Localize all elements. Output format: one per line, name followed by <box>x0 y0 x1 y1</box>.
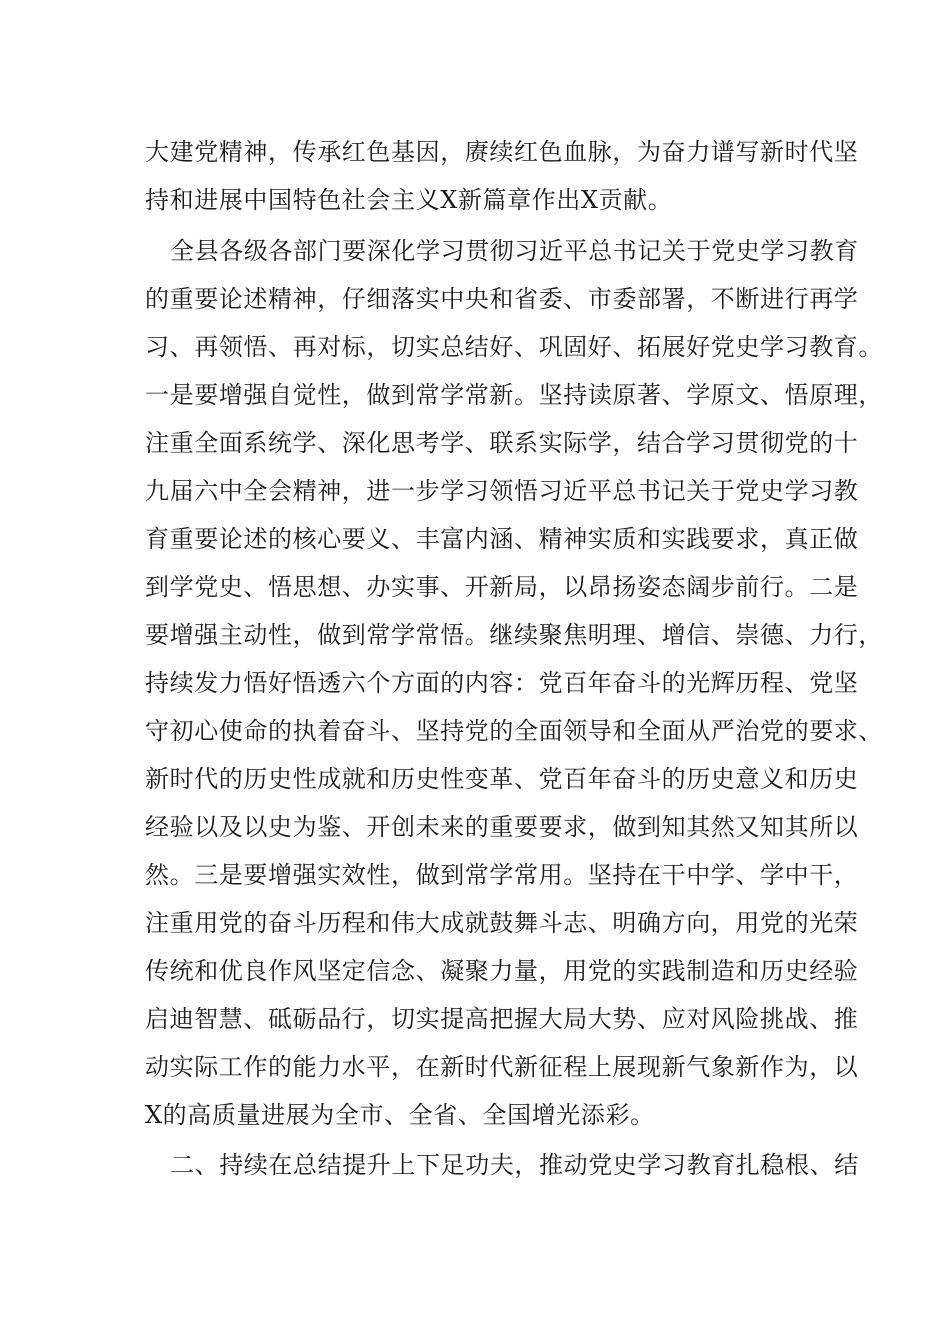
text-line: 动实际工作的能力水平，在新时代新征程上展现新气象新作为，以 <box>145 1053 859 1081</box>
text-line: 然。三是要增强实效性，做到常学常用。坚持在干中学、学中干， <box>145 861 859 889</box>
text-line: 守初心使命的执着奋斗、坚持党的全面领导和全面从严治党的要求、 <box>145 717 883 745</box>
text-line: 注重全面系统学、深化思考学、联系实际学，结合学习贯彻党的十 <box>145 429 859 457</box>
text-line: 传统和优良作风坚定信念、凝聚力量，用党的实践制造和历史经验 <box>145 957 859 985</box>
text-line: 持和进展中国特色社会主义X新篇章作出X贡献。 <box>145 186 673 214</box>
text-line: 育重要论述的核心要义、丰富内涵、精神实质和实践要求，真正做 <box>145 525 859 553</box>
text-line: 新时代的历史性成就和历史性变革、党百年奋斗的历史意义和历史 <box>145 765 859 793</box>
section-heading-line: 二、持续在总结提升上下足功夫，推动党史学习教育扎稳根、结 <box>170 1151 859 1179</box>
text-line: 注重用党的奋斗历程和伟大成就鼓舞斗志、明确方向，用党的光荣 <box>145 909 859 937</box>
text-line: 持续发力悟好悟透六个方面的内容：党百年奋斗的光辉历程、党坚 <box>145 669 859 697</box>
text-line: 经验以及以史为鉴、开创未来的重要要求，做到知其然又知其所以 <box>145 813 859 841</box>
text-line: 一是要增强自觉性，做到常学常新。坚持读原著、学原文、悟原理， <box>145 381 883 409</box>
text-line: 大建党精神，传承红色基因，赓续红色血脉，为奋力谱写新时代坚 <box>145 138 859 166</box>
text-line: 启迪智慧、砥砺品行，切实提高把握大局大势、应对风险挑战、推 <box>145 1005 859 1033</box>
text-line: 要增强主动性，做到常学常悟。继续聚焦明理、增信、崇德、力行， <box>145 621 883 649</box>
text-line: 到学党史、悟思想、办实事、开新局，以昂扬姿态阔步前行。二是 <box>145 573 859 601</box>
text-line: 全县各级各部门要深化学习贯彻习近平总书记关于党史学习教育 <box>170 237 859 265</box>
text-line: 习、再领悟、再对标，切实总结好、巩固好、拓展好党史学习教育。 <box>145 333 883 361</box>
text-line: X的高质量进展为全市、全省、全国增光添彩。 <box>145 1101 655 1129</box>
text-line: 九届六中全会精神，进一步学习领悟习近平总书记关于党史学习教 <box>145 477 859 505</box>
text-line: 的重要论述精神，仔细落实中央和省委、市委部署，不断进行再学 <box>145 285 859 313</box>
